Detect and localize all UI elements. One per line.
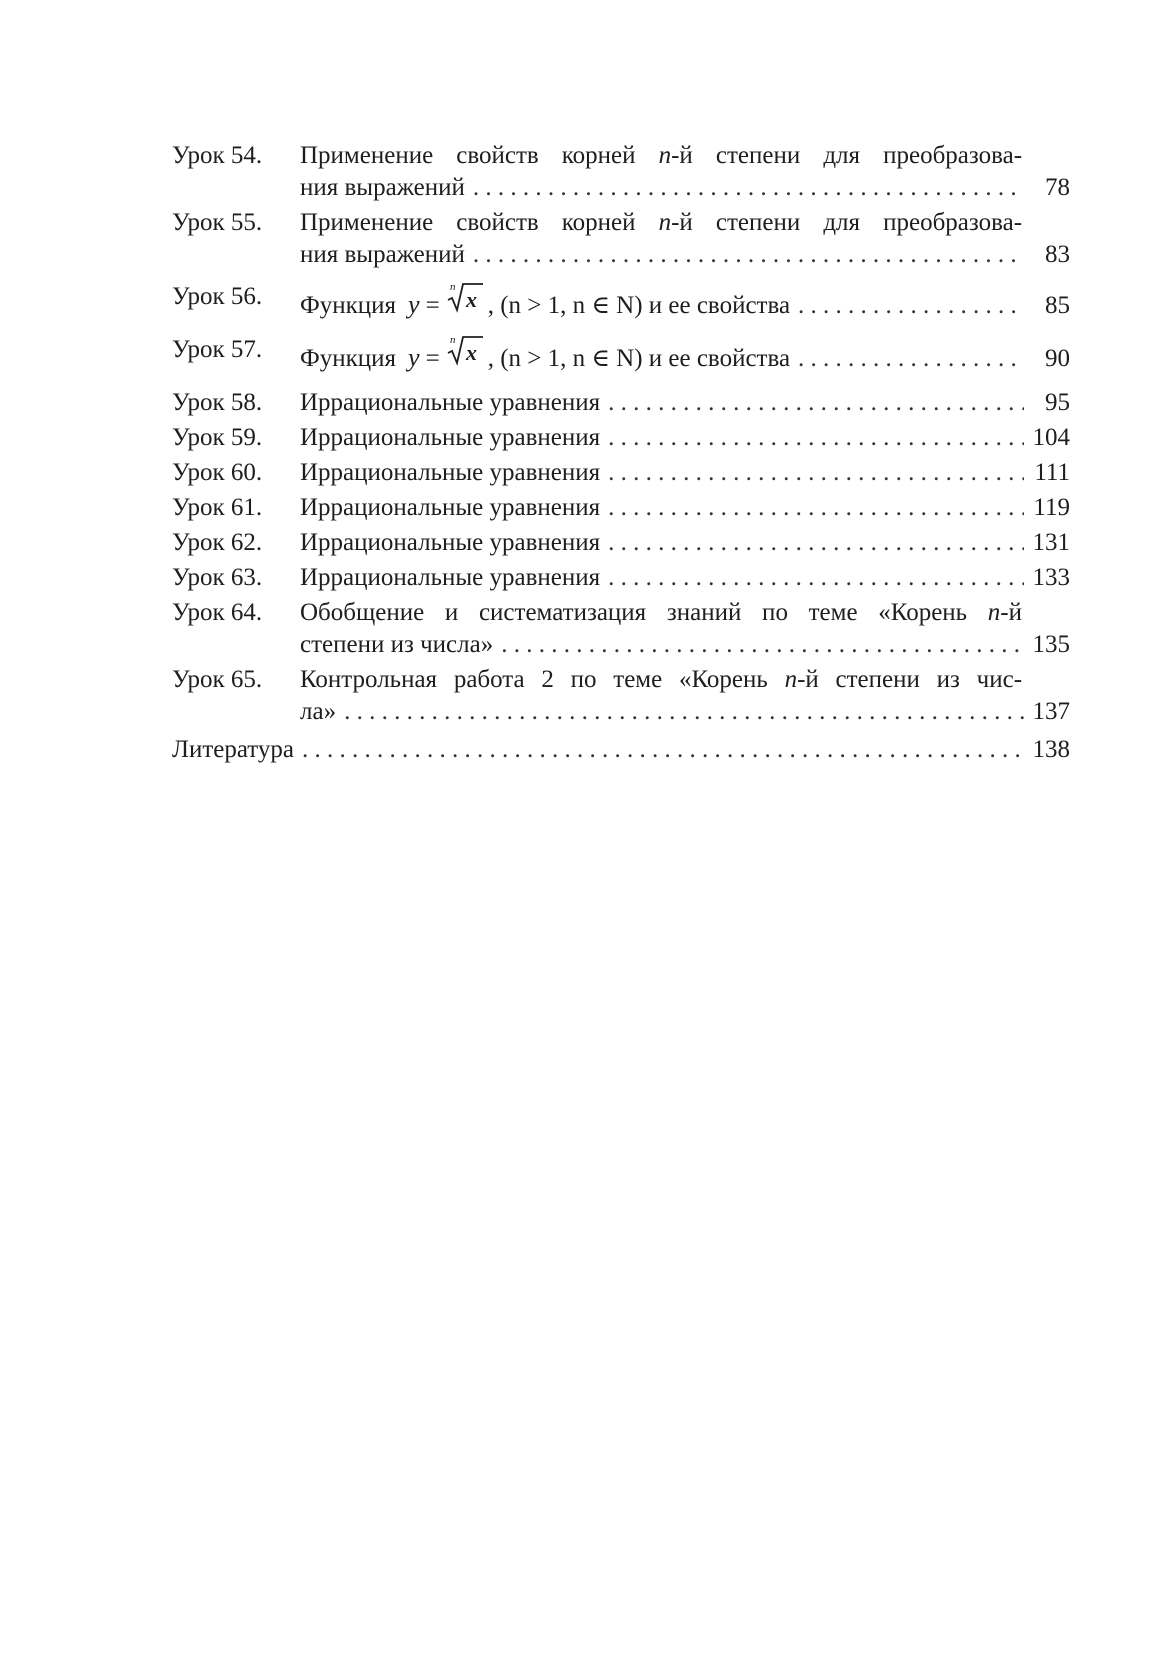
math-variable-n: n xyxy=(784,666,798,693)
toc-entry-body xyxy=(300,207,1070,271)
dot-leader xyxy=(608,492,1024,524)
toc-entry-60[interactable] xyxy=(172,457,1070,489)
toc-entry-body xyxy=(300,457,1070,489)
toc-page-number: 131 xyxy=(1032,529,1070,556)
toc-page-number: 83 xyxy=(1045,241,1070,268)
toc-entry-body xyxy=(300,527,1070,559)
radical-sign-icon xyxy=(446,281,484,313)
toc-entry-57[interactable] xyxy=(172,334,1070,375)
toc-page-number: 104 xyxy=(1032,424,1070,451)
toc-entry-text: Иррациональные уравнения xyxy=(300,459,601,486)
toc-entry-text: Иррациональные уравнения xyxy=(300,389,601,416)
toc-entry-body xyxy=(300,281,1070,322)
toc-entry-61[interactable] xyxy=(172,492,1070,524)
toc-entry-line1 xyxy=(300,334,1070,375)
toc-entry-label: Урок 61. xyxy=(172,494,263,521)
toc-entry-label: Урок 55. xyxy=(172,209,263,236)
formula-equals: = xyxy=(425,345,440,372)
toc-entry-body xyxy=(300,422,1070,454)
toc-page-number: 90 xyxy=(1045,345,1070,372)
root-radicand: x xyxy=(465,287,477,312)
toc-entry-body xyxy=(300,140,1070,204)
toc-entry-text: Контрольная работа 2 по теме «Корень xyxy=(300,666,768,693)
toc-entry-line1 xyxy=(300,597,1070,629)
toc-entry-label: Урок 60. xyxy=(172,459,263,486)
toc-entry-text: Литература xyxy=(172,736,294,763)
toc-entry-line1 xyxy=(300,207,1070,239)
toc-entry-label: Урок 58. xyxy=(172,389,263,416)
toc-entry-text-continued: степени из числа» xyxy=(300,631,494,658)
toc-entry-62[interactable] xyxy=(172,527,1070,559)
toc-page-number: 111 xyxy=(1034,459,1070,486)
toc-entry-63[interactable] xyxy=(172,562,1070,594)
toc-entry-line1 xyxy=(300,281,1070,322)
toc-entry-text: Применение свойств корней xyxy=(300,209,636,236)
toc-entry-text-rest: -й степени для преобразова- xyxy=(671,209,1023,236)
dot-leader xyxy=(608,387,1024,419)
toc-entry-text: Обобщение и систематизация знаний по теме «Корень xyxy=(300,599,968,626)
toc-entry-text-continued: ния выражений xyxy=(300,174,465,201)
toc-page-number: 85 xyxy=(1045,292,1070,319)
toc-entry-body xyxy=(172,734,1070,766)
toc-entry-body xyxy=(300,597,1070,661)
toc-entry-line1 xyxy=(300,664,1070,696)
dot-leader xyxy=(608,422,1024,454)
toc-entry-body xyxy=(300,492,1070,524)
toc-entry-56[interactable] xyxy=(172,281,1070,322)
nth-root-formula xyxy=(408,281,484,322)
toc-entry-text: Функция xyxy=(300,292,397,319)
radical-sign-icon xyxy=(446,334,484,366)
toc-entry-text-rest: -й степени для преобразова- xyxy=(671,142,1023,169)
formula-condition: , (n > 1, n ∈ N) и ее свойства xyxy=(487,292,791,319)
toc-entry-label: Урок 62. xyxy=(172,529,263,556)
toc-entry-text: Иррациональные уравнения xyxy=(300,529,601,556)
toc-entry-label: Урок 59. xyxy=(172,424,263,451)
toc-page-number: 135 xyxy=(1032,631,1070,658)
dot-leader xyxy=(798,343,1024,375)
toc-entry-line2 xyxy=(300,239,1070,271)
formula-y: y xyxy=(408,343,420,372)
toc-entry-text: Иррациональные уравнения xyxy=(300,424,601,451)
toc-entry-line1 xyxy=(300,140,1070,172)
formula-equals: = xyxy=(425,292,440,319)
nth-root-formula xyxy=(408,334,484,375)
toc-entry-text-rest: -й степени из чис- xyxy=(797,666,1023,693)
toc-entry-line2 xyxy=(300,629,1070,661)
dot-leader xyxy=(473,172,1024,204)
toc-entry-text-rest: -й xyxy=(1000,599,1022,626)
formula-condition: , (n > 1, n ∈ N) и ее свойства xyxy=(487,345,791,372)
dot-leader xyxy=(473,239,1024,271)
toc-entry-59[interactable] xyxy=(172,422,1070,454)
table-of-contents xyxy=(172,140,1070,769)
toc-entry-body xyxy=(300,664,1070,728)
toc-entry-body xyxy=(300,562,1070,594)
toc-page-number: 95 xyxy=(1045,389,1070,416)
toc-entry-58[interactable] xyxy=(172,387,1070,419)
toc-entry-label: Урок 65. xyxy=(172,666,263,693)
math-variable-n: n xyxy=(658,142,672,169)
math-variable-n: n xyxy=(658,209,672,236)
dot-leader xyxy=(344,696,1024,728)
dot-leader xyxy=(798,290,1024,322)
toc-page-number: 137 xyxy=(1032,698,1070,725)
toc-entry-65[interactable] xyxy=(172,664,1070,728)
root-index: n xyxy=(449,334,456,346)
dot-leader xyxy=(608,457,1024,489)
root-index: n xyxy=(449,281,456,293)
toc-page-number: 119 xyxy=(1033,494,1070,521)
toc-page-number: 133 xyxy=(1032,564,1070,591)
toc-page-number: 78 xyxy=(1045,174,1070,201)
toc-entry-text: Применение свойств корней xyxy=(300,142,636,169)
dot-leader xyxy=(608,562,1024,594)
toc-entry-line2 xyxy=(300,696,1070,728)
toc-entry-64[interactable] xyxy=(172,597,1070,661)
toc-entry-text-continued: ния выражений xyxy=(300,241,465,268)
math-variable-n: n xyxy=(987,599,1001,626)
toc-entry-label: Урок 54. xyxy=(172,142,263,169)
toc-entry-text-continued: ла» xyxy=(300,698,337,725)
toc-entry-body xyxy=(300,387,1070,419)
toc-entry-54[interactable] xyxy=(172,140,1070,204)
toc-entry-body xyxy=(300,334,1070,375)
toc-page-number: 138 xyxy=(1032,736,1070,763)
toc-entry-label: Урок 57. xyxy=(172,336,263,363)
toc-entry-line2 xyxy=(300,172,1070,204)
toc-entry-label: Урок 63. xyxy=(172,564,263,591)
dot-leader xyxy=(501,629,1024,661)
dot-leader xyxy=(608,527,1024,559)
toc-entry-55[interactable] xyxy=(172,207,1070,271)
toc-entry-literature[interactable] xyxy=(172,734,1070,766)
dot-leader xyxy=(302,734,1024,766)
toc-entry-label: Урок 64. xyxy=(172,599,263,626)
toc-entry-text: Иррациональные уравнения xyxy=(300,564,601,591)
root-radicand: x xyxy=(465,340,477,365)
formula-y: y xyxy=(408,290,420,319)
toc-entry-text: Иррациональные уравнения xyxy=(300,494,601,521)
toc-entry-text: Функция xyxy=(300,345,397,372)
toc-entry-label: Урок 56. xyxy=(172,283,263,310)
